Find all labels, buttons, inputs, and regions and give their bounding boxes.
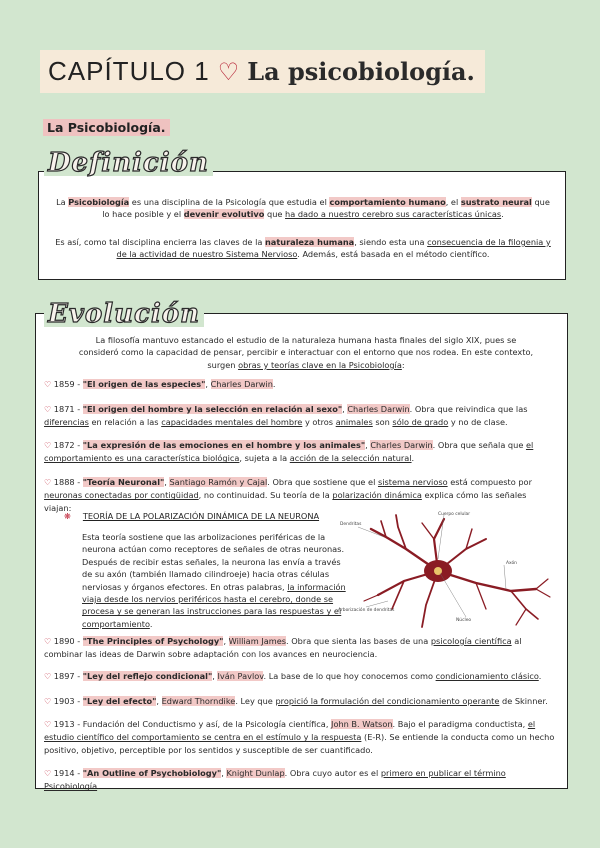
label-dendritas: Dendritas <box>340 522 362 527</box>
text-run: devenir evolutivo <box>183 209 265 220</box>
text-run: Edward Thorndike <box>161 696 236 706</box>
text-run: pensar, percibir e interactuar con el entorno <box>213 347 396 358</box>
text-run: , el <box>445 197 461 207</box>
timeline-item-1872 <box>44 439 556 465</box>
text-run: "Ley del efecto" <box>82 696 157 706</box>
neuron-illustration <box>326 509 556 634</box>
text-run: , sujeta a la <box>239 453 290 464</box>
heart-bullet-icon: ♡ <box>44 380 52 389</box>
label-axon: Axón <box>506 561 517 566</box>
text-run: 1872 - <box>51 440 83 450</box>
theory-heading-row <box>64 511 319 521</box>
text-run: 1903 - <box>51 696 83 706</box>
text-run: al combinar las ideas de Darwin sobre adaptación con los avances en neurociencia. <box>44 636 522 660</box>
text-run: , pues se consideró como la capacidad de <box>78 335 517 358</box>
text-run: . <box>149 618 153 629</box>
text-run: . Además, está basada en el <box>297 249 416 260</box>
text-run: capacidades mentales del hombre <box>161 417 303 428</box>
text-run: "The Principles of Psychology" <box>82 636 224 646</box>
text-run: y <box>121 581 132 592</box>
timeline-item-1897 <box>44 670 556 683</box>
heart-bullet-icon: ♡ <box>44 405 52 414</box>
evolution-box <box>35 313 568 792</box>
text-run: "Ley del reflejo condicional" <box>82 671 213 681</box>
text-run: 1871 - <box>51 404 83 414</box>
text-run: actúan como <box>115 544 175 555</box>
text-run: Iván Pavlov <box>217 671 264 681</box>
text-run: hasta <box>371 335 400 345</box>
text-run: en relación a las <box>88 417 162 428</box>
text-run: , <box>212 671 218 681</box>
text-run: , <box>325 719 332 729</box>
text-run: 1913 - <box>51 719 83 729</box>
label-arborizacion: Arborización de dendritas <box>338 608 395 613</box>
heart-bullet-icon: ♡ <box>44 720 52 729</box>
text-run: cilindroeje <box>204 569 247 580</box>
text-run: es una disciplina de la Psicología que estudia el <box>129 197 330 207</box>
text-run: . La base de lo que hoy conocemos como <box>263 671 436 681</box>
text-run: sólo de grado <box>392 417 449 428</box>
text-run: . Obra que reivindica que las <box>409 404 528 414</box>
section-subtitle: La Psicobiología. <box>43 119 170 136</box>
timeline-item-1859 <box>44 378 556 391</box>
text-run: . <box>272 379 276 389</box>
definition-paragraph-1 <box>53 196 553 221</box>
text-run: 1859 - <box>51 379 83 389</box>
heart-icon: ♡ <box>217 57 240 86</box>
text-run: 1888 - <box>51 477 83 487</box>
text-run: y así, de la <box>195 719 246 729</box>
evolution-heading: Evolución <box>44 301 204 327</box>
text-run: diferencias <box>44 417 89 428</box>
text-run: . Obra cuyo autor es el <box>284 768 381 778</box>
definition-heading: Definición <box>44 150 213 176</box>
text-run: . Después de recibir estas señales, la neurona las envía a través de su <box>82 544 345 580</box>
text-run: , no continuidad. Su teoría de la <box>198 490 333 501</box>
chapter-title: La psicobiología. <box>247 57 475 86</box>
text-run: "El origen del hombre y la selección en relación al sexo" <box>82 404 343 414</box>
text-run: . Ley que <box>235 696 276 706</box>
text-run: explica cómo las señales viajan: <box>44 490 527 513</box>
text-run: Fundación del Conductismo <box>82 719 196 729</box>
text-run: . Obra que sostiene que el <box>267 477 378 487</box>
text-run: , <box>223 636 229 646</box>
text-run: finales del siglo XIX <box>399 335 480 345</box>
text-run: Es así, como tal disciplina encierra las claves de la <box>55 237 265 247</box>
text-run: (E-R). Se entiende la conducta como un hecho positivo, objetivo, perceptible por los sentidos y susceptible de ser cuantificado. <box>44 732 555 755</box>
heart-bullet-icon: ♡ <box>44 637 52 646</box>
text-run: arbolizaciones periféricas de la neurona <box>82 532 326 555</box>
text-run: método científico <box>415 249 487 260</box>
text-run: : <box>401 359 405 370</box>
text-run: propició la formulación del condicionamiento operante <box>275 696 500 706</box>
label-nucleo: Núcleo <box>456 618 472 623</box>
text-run: células nerviosas <box>82 569 330 592</box>
text-run: que <box>264 209 286 220</box>
text-run: y otros <box>302 417 336 428</box>
text-run: está compuesto por <box>447 477 532 487</box>
text-run: , <box>365 440 371 450</box>
timeline-item-1914 <box>44 767 556 793</box>
text-run: ) hacia otras <box>246 569 301 580</box>
heart-bullet-icon: ♡ <box>44 697 52 706</box>
text-run: Psicología científica <box>245 719 326 729</box>
text-run: polarización dinámica <box>332 490 422 501</box>
text-run: condicionamiento clásico <box>435 671 539 681</box>
definition-box <box>38 171 566 280</box>
text-run: axón <box>106 569 127 580</box>
text-run: , <box>164 477 170 487</box>
text-run: Knight Dunlap <box>226 768 285 778</box>
text-run: neuronas conectadas por contigüidad <box>44 490 199 501</box>
timeline-item-1913 <box>44 718 556 756</box>
text-run: "El origen de las especies" <box>82 379 206 389</box>
heart-bullet-icon: ♡ <box>44 672 52 681</box>
definition-paragraph-2 <box>53 236 553 261</box>
text-run: acción de la selección natural <box>289 453 412 464</box>
text-run: sistema nervioso <box>377 477 448 487</box>
text-run: el comportamiento es una característica biológica <box>44 440 534 464</box>
text-run: La <box>95 335 108 345</box>
text-run: , <box>156 696 162 706</box>
text-run: (también llamado <box>126 569 205 580</box>
text-run: Charles Darwin <box>370 440 433 450</box>
text-run: Esta teoría sostiene que las <box>82 532 198 542</box>
text-run: que nos rodea. En este contexto, surgen <box>207 347 534 370</box>
timeline-item-1890 <box>44 635 556 661</box>
text-run: filosofía <box>107 335 140 345</box>
evolution-intro <box>76 334 536 371</box>
flower-icon: ❋ <box>64 511 71 521</box>
text-run: "Teoría Neuronal" <box>82 477 165 487</box>
text-run: obras y teorías clave en la Psicobiología <box>238 359 402 370</box>
text-run: son <box>372 417 393 428</box>
text-run: , <box>221 768 227 778</box>
text-run: sustrato neural <box>460 197 532 207</box>
text-run: William James <box>228 636 286 646</box>
text-run: animales <box>335 417 373 428</box>
chapter-label: CAPÍTULO 1 <box>48 56 210 86</box>
text-run: psicología científica <box>430 636 512 646</box>
text-run: . Obra que sienta las bases de una <box>286 636 431 646</box>
text-run: "La expresión de las emociones en el hombre y los animales" <box>82 440 366 450</box>
text-run: órganos efectores <box>131 581 206 592</box>
text-run: . <box>538 671 542 681</box>
text-run: La <box>56 197 69 207</box>
text-run: . <box>486 249 490 260</box>
text-run: y no de clase. <box>448 417 508 428</box>
text-run: John B. Watson <box>331 719 393 729</box>
text-run: . <box>411 453 415 464</box>
text-run: el estudio científico del comportamiento se centra en el estímulo y la respuesta <box>44 719 536 743</box>
text-run: . En otras palabras, <box>205 581 288 592</box>
text-run: que lo hace posible y el <box>102 197 550 220</box>
text-run: consecuencia de la filogenia y de la actividad de nuestro Sistema Nervioso <box>116 237 551 260</box>
text-run: 1914 - <box>51 768 83 778</box>
label-cuerpo-celular: Cuerpo celular <box>438 512 471 517</box>
timeline-item-1871 <box>44 403 556 429</box>
heart-bullet-icon: ♡ <box>44 769 52 778</box>
text-run: 1897 - <box>51 671 83 681</box>
text-run: "An Outline of Psychobiology" <box>82 768 222 778</box>
text-run: naturaleza humana <box>264 237 355 247</box>
timeline-item-1903 <box>44 695 556 708</box>
text-run: Psicobiología <box>68 197 130 207</box>
chapter-header <box>40 50 485 93</box>
text-run: receptores de señales de otras neuronas <box>174 544 342 555</box>
text-run: primero en publicar el término Psicobiología <box>44 768 506 792</box>
text-run: 1890 - <box>51 636 83 646</box>
text-run: . Bajo el paradigma conductista, <box>392 719 528 729</box>
text-run: la información viaja desde los nervios periféricos hasta el cerebro, donde se procesa y se generan las instrucciones para las respuestas y el comportamiento <box>82 581 346 629</box>
theory-heading: TEORÍA DE LA POLARIZACIÓN DINÁMICA DE LA NEURONA <box>82 511 320 521</box>
text-run: . <box>97 781 100 792</box>
text-run: de Skinner. <box>499 696 548 706</box>
text-run: . Obra que señala que <box>432 440 526 450</box>
text-run: naturaleza humana <box>291 335 372 345</box>
text-run: ha dado a nuestro cerebro sus características únicas <box>285 209 502 220</box>
text-run: Santiago Ramón y Cajal <box>169 477 268 487</box>
text-run: mantuvo estancado el estudio de la <box>139 335 292 345</box>
text-run: comportamiento humano <box>329 197 446 207</box>
heart-bullet-icon: ♡ <box>44 441 52 450</box>
heart-bullet-icon: ♡ <box>44 478 52 487</box>
text-run: , <box>205 379 211 389</box>
theory-text <box>82 531 350 630</box>
text-run: Charles Darwin <box>210 379 273 389</box>
text-run: . <box>501 209 504 220</box>
text-run: , siendo esta una <box>354 237 428 247</box>
text-run: Charles Darwin <box>347 404 410 414</box>
text-run: , <box>342 404 348 414</box>
